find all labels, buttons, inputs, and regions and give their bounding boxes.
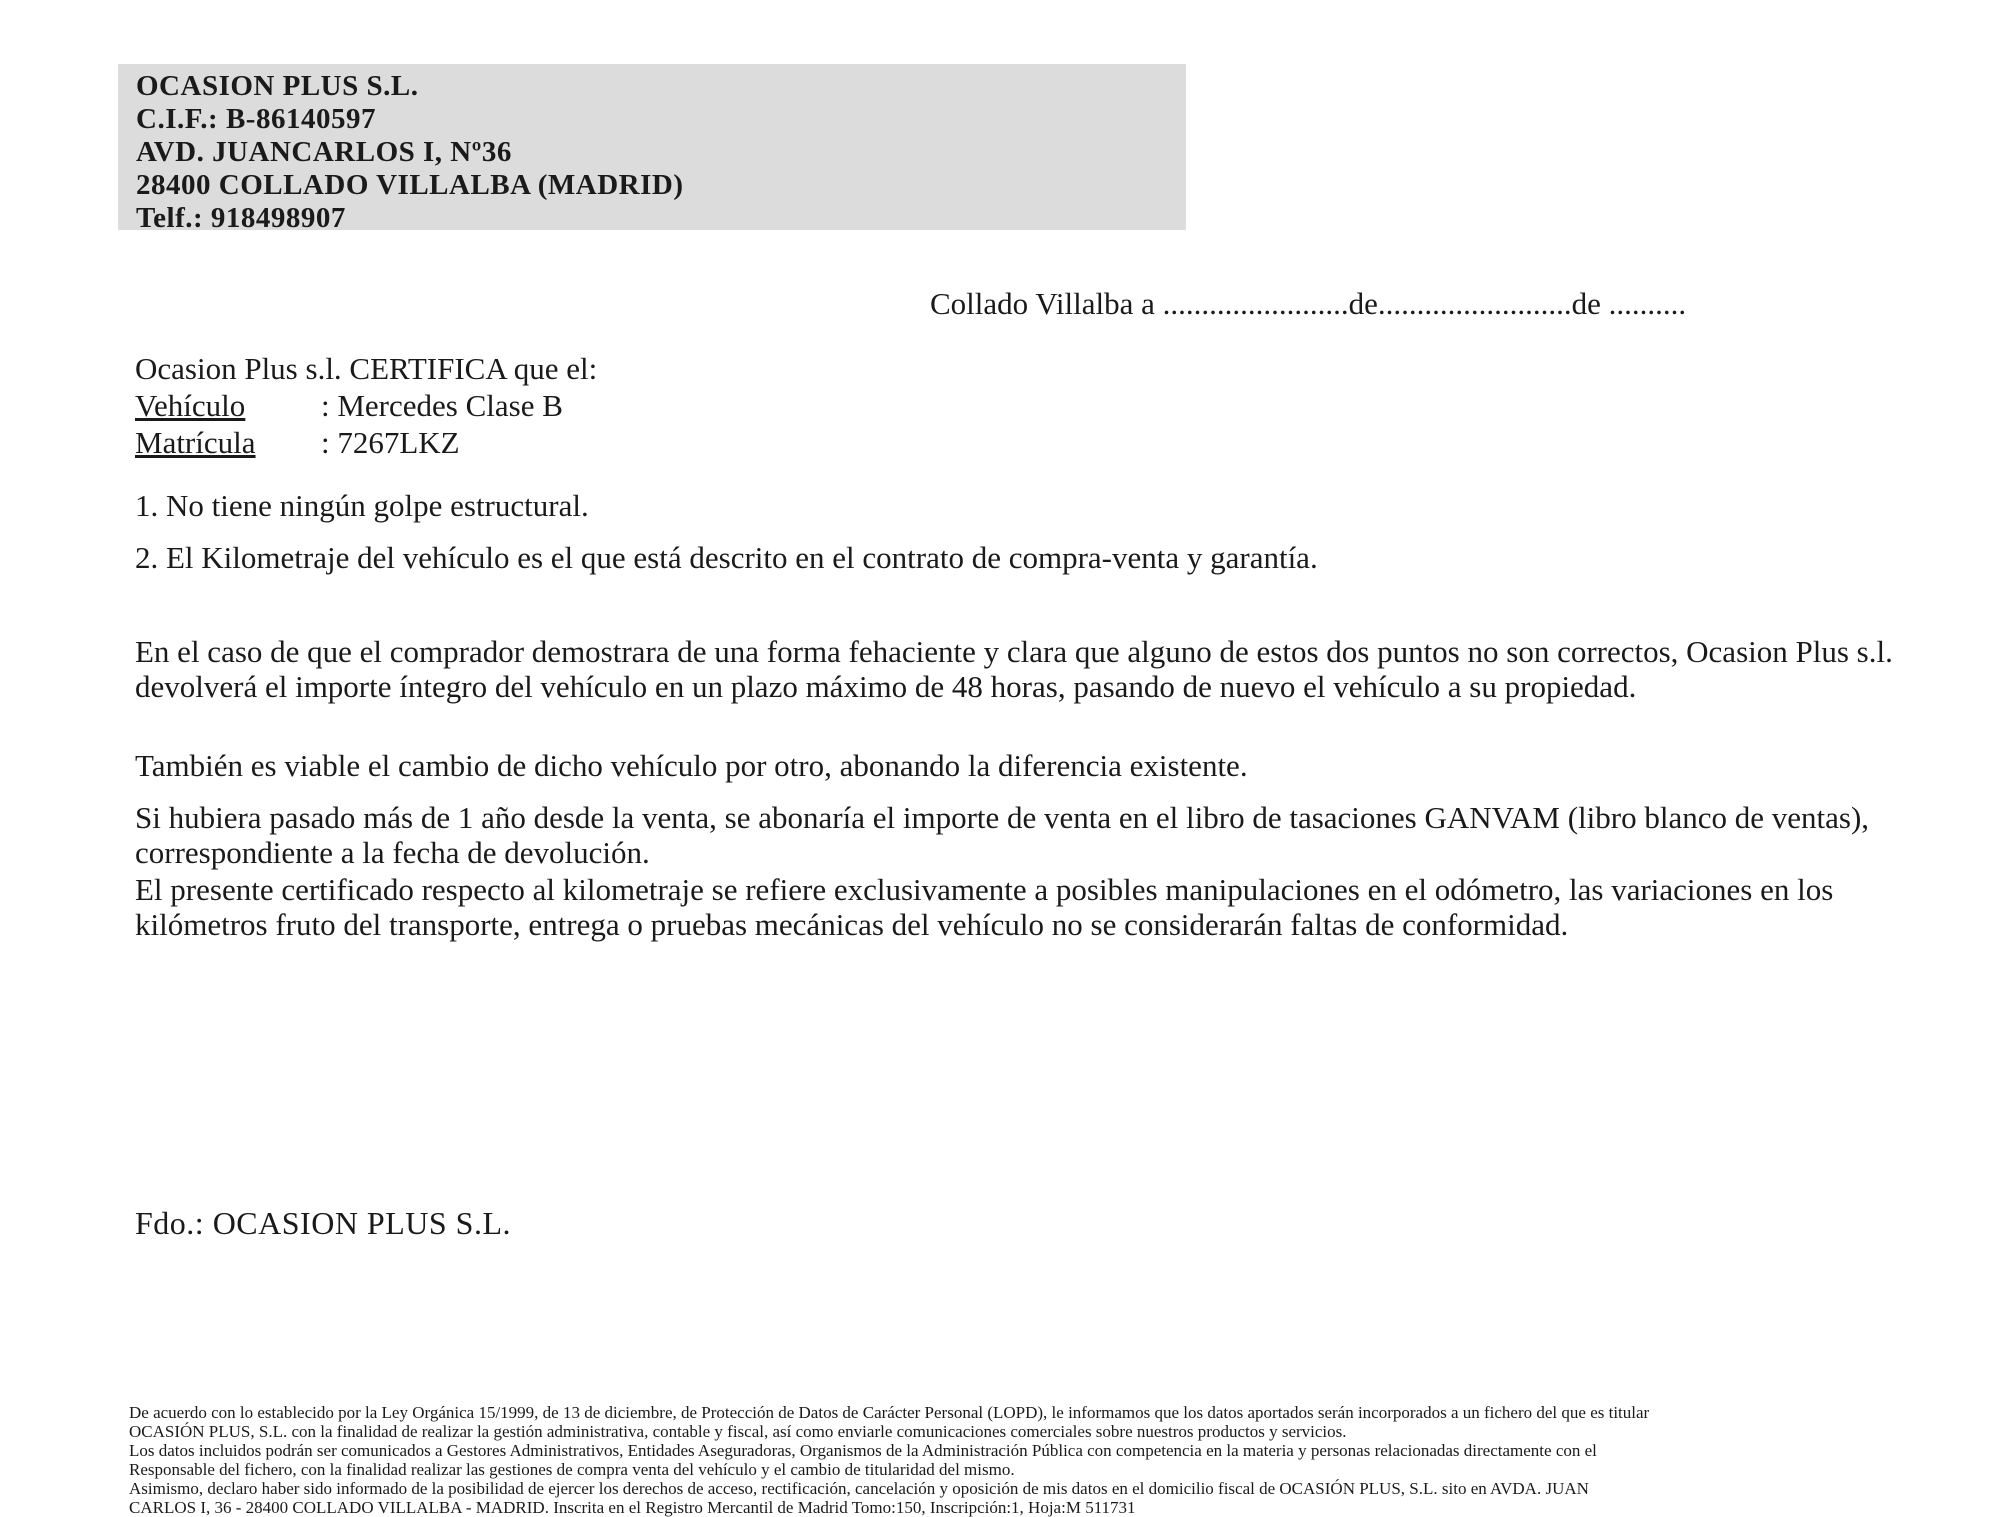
signature-line: Fdo.: OCASION PLUS S.L.: [135, 1205, 512, 1241]
footer-line: CARLOS I, 36 - 28400 COLLADO VILLALBA - MADRID. Inscrita en el Registro Mercantil de Madrid Tomo:150, Inscripción:1, Hoja:M 511731: [129, 1498, 1136, 1517]
paragraph-refund-conditions: En el caso de que el comprador demostrara de una forma fehaciente y clara que alguno de estos dos puntos no son correctos, Ocasion Plus s.l. devolverá el importe íntegro del vehículo en un plazo máximo de 48 horas, pasando de nuevo el vehículo a su propiedad.: [135, 634, 1893, 704]
company-name: OCASION PLUS S.L.: [136, 70, 419, 102]
company-phone: Telf.: 918498907: [136, 202, 346, 234]
vehicle-field: [135, 387, 597, 424]
certification-block: [135, 350, 597, 461]
clause-mileage: 2. El Kilometraje del vehículo es el que está descrito en el contrato de compra-venta y garantía.: [135, 540, 1318, 575]
legal-footer: [129, 1403, 1924, 1517]
company-address: AVD. JUANCARLOS I, Nº36: [136, 136, 512, 168]
vehicle-label: Vehículo: [135, 388, 246, 423]
paragraph-one-year-valuation: Si hubiera pasado más de 1 año desde la venta, se abonaría el importe de venta en el libro de tasaciones GANVAM (libro blanco de ventas), correspondiente a la fecha de devolución.: [135, 800, 1870, 870]
paragraph-vehicle-exchange: También es viable el cambio de dicho vehículo por otro, abonando la diferencia existente.: [135, 748, 1248, 783]
footer-line: De acuerdo con lo establecido por la Ley Orgánica 15/1999, de 13 de diciembre, de Protección de Datos de Carácter Personal (LOPD), le informamos que los datos aportados serán incorporados a un fichero del que es titular: [129, 1403, 1650, 1422]
certification-intro: Ocasion Plus s.l. CERTIFICA que el:: [135, 351, 598, 386]
date-fill-in-line: Collado Villalba a ........................de.........................de ..........: [930, 286, 1687, 321]
plate-label: Matrícula: [135, 425, 256, 460]
company-header-block: [118, 64, 1186, 234]
plate-value: : 7267LKZ: [321, 425, 460, 460]
footer-line: Asimismo, declaro haber sido informado de la posibilidad de ejercer los derechos de acceso, rectificación, cancelación y oposición de mis datos en el domicilio fiscal de OCASIÓN PLUS, S.L. sito en AVDA. JUAN: [129, 1479, 1589, 1498]
paragraph-odometer-disclaimer: El presente certificado respecto al kilometraje se refiere exclusivamente a posibles manipulaciones en el odómetro, las variaciones en los kilómetros fruto del transporte, entrega o pruebas mecánicas del vehículo no se considerarán faltas de conformidad.: [135, 872, 1834, 942]
plate-field: [135, 424, 597, 461]
vehicle-value: : Mercedes Clase B: [321, 388, 563, 423]
footer-line: Los datos incluidos podrán ser comunicados a Gestores Administrativos, Entidades Aseguradoras, Organismos de la Administración Pública con competencia en la materia y personas relacionadas directamente con el: [129, 1441, 1597, 1460]
footer-line: OCASIÓN PLUS, S.L. con la finalidad de realizar la gestión administrativa, contable y fiscal, así como enviarle comunicaciones comerciales sobre nuestros productos y servicios.: [129, 1422, 1347, 1441]
footer-line: Responsable del fichero, con la finalidad realizar las gestiones de compra venta del vehículo y el cambio de titularidad del mismo.: [129, 1460, 1015, 1479]
company-cif: C.I.F.: B-86140597: [136, 103, 376, 135]
clause-no-structural-damage: 1. No tiene ningún golpe estructural.: [135, 488, 589, 523]
company-city: 28400 COLLADO VILLALBA (MADRID): [136, 169, 684, 201]
